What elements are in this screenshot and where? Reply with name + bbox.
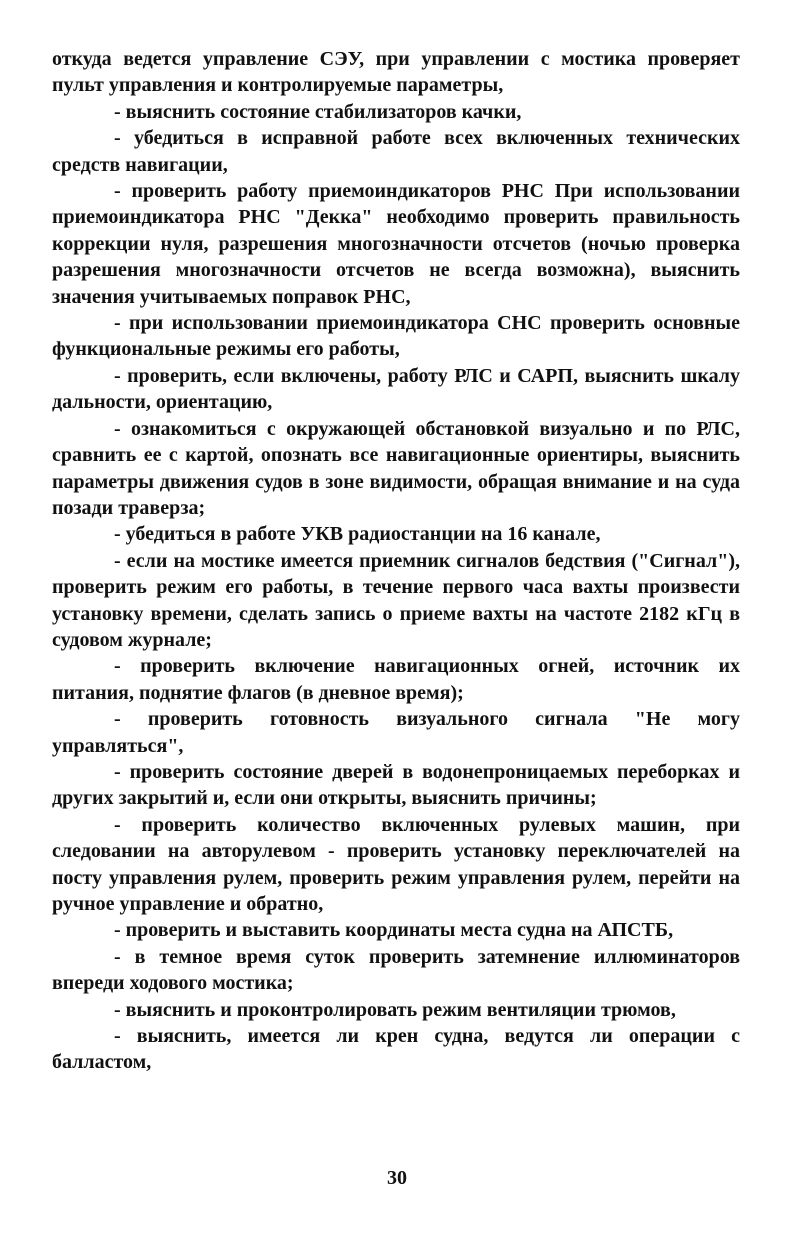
paragraph: - убедиться в исправной работе всех включенных технических средств навигации,: [52, 127, 740, 176]
paragraph: - проверить состояние дверей в водонепроницаемых переборках и других закрытий и, если они открыты, выяснить причины;: [52, 760, 740, 810]
paragraph: - выяснить состояние стабилизаторов качки,: [114, 100, 522, 123]
paragraph: - проверить количество включенных рулевых машин, при следовании на авторулевом - проверить установку переключателей на посту управления рулем, проверить режим управления рулем, перейти на ручное управление и обратно,: [52, 813, 740, 915]
paragraph: - ознакомиться с окружающей обстановкой визуально и по РЛС, сравнить ее с картой, опознать все навигационные ориентиры, выяснить параметры движения судов в зоне видимости, обращая внимание и на суда позади траверза;: [52, 417, 740, 519]
paragraph: - если на мостике имеется приемник сигналов бедствия ("Сигнал"), проверить режим его работы, в течение первого часа вахты произвести установку времени, сделать запись о приеме вахты на частоте 2182 кГц в судовом журнале;: [52, 549, 740, 651]
paragraph: откуда ведется управление СЭУ, при управлении с мостика проверяет пульт управления и контролируемые параметры,: [52, 48, 740, 97]
paragraph: - проверить готовность визуального сигнала "Не могу управляться",: [52, 708, 740, 757]
paragraph: - при использовании приемоиндикатора СНС проверить основные функциональные режимы его работы,: [52, 312, 740, 361]
paragraph: - выяснить и проконтролировать режим вентиляции трюмов,: [114, 998, 676, 1021]
paragraph: - проверить работу приемоиндикаторов РНС При использовании приемоиндикатора РНС "Декка" необходимо проверить правильность коррекции нуля, разрешения многозначности отсчетов (ночью проверка разрешения многозначности отсчетов не всегда возможна), выяснить значения учитываемых поправок РНС,: [52, 180, 740, 308]
paragraph: - убедиться в работе УКВ радиостанции на 16 канале,: [114, 523, 601, 546]
page-number: 30: [387, 1167, 407, 1189]
document-body: [52, 46, 740, 1076]
paragraph: - проверить, если включены, работу РЛС и САРП, выяснить шкалу дальности, ориентацию,: [52, 364, 740, 414]
paragraph: - в темное время суток проверить затемнение иллюминаторов впереди ходового мостика;: [52, 945, 740, 995]
paragraph: - проверить включение навигационных огней, источник их питания, поднятие флагов (в дневное время);: [52, 655, 740, 704]
paragraph: - проверить и выставить координаты места судна на АПСТБ,: [114, 919, 674, 942]
paragraph: - выяснить, имеется ли крен судна, ведутся ли операции с балластом,: [52, 1025, 740, 1074]
